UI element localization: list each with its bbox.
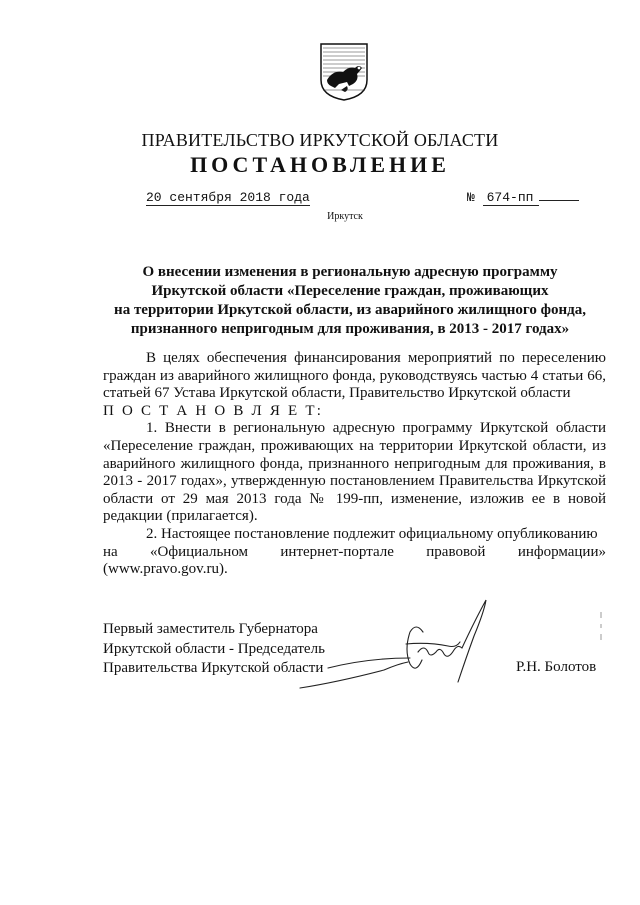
title-line: на территории Иркутской области, из аварийного жилищного фонда, [114,302,586,318]
document-date [146,190,310,205]
preamble-paragraph: В целях обеспечения финансирования мероприятий по переселению граждан из аварийного жилищного фонда, руководствуясь частью 4 статьи 66, статьей 67 Устава Иркутской области, Правительство Иркутской области [103,350,606,402]
position-line: Первый заместитель Губернатора [103,621,318,637]
margin-marks [598,612,604,642]
handwritten-signature [298,592,498,692]
number-sign: № [467,190,475,205]
date-value: 20 сентября 2018 года [146,190,310,205]
government-name: ПРАВИТЕЛЬСТВО ИРКУТСКОЙ ОБЛАСТИ [141,130,499,150]
title-line: О внесении изменения в региональную адресную программу [142,264,558,280]
item-2-line-1: 2. Настоящее постановление подлежит официальному опубликованию [146,525,598,542]
item-2-line-3: (www.pravo.gov.ru). [103,561,228,578]
item-2-line-2: на «Официальном интернет-портале правовой информации» [103,543,606,560]
signatory-position [103,620,325,679]
item-1-paragraph: 1. Внести в региональную адресную программу Иркутской области «Переселение граждан, проживающих на территории Иркутской области, из аварийного жилищного фонда, признанного непригодным для проживания, в 2013 - 2017 годах», утвержденную постановлением Правительства Иркутской области от 29 мая 2013 года № 199-пп, изменение, изложив ее в новой редакции (прилагается). [103,420,606,525]
position-line: Правительства Иркутской области [103,660,324,676]
number-value: 674-пп [483,190,540,206]
irkutsk-coat-of-arms-icon [319,42,369,102]
decree-word: П О С Т А Н О В Л Я Е Т: [103,402,324,419]
signatory-name: Р.Н. Болотов [516,659,597,675]
position-line: Иркутской области - Председатель [103,640,325,657]
city-name: Иркутск [327,211,363,222]
title-line: Иркутской области «Переселение граждан, проживающих [151,283,549,299]
document-number [467,190,579,206]
title-line: признанного непригодным для проживания, в 2013 - 2017 годах» [130,321,570,337]
document-body [103,350,606,579]
document-type: ПОСТАНОВЛЕНИЕ [190,152,450,177]
document-title [90,263,610,339]
